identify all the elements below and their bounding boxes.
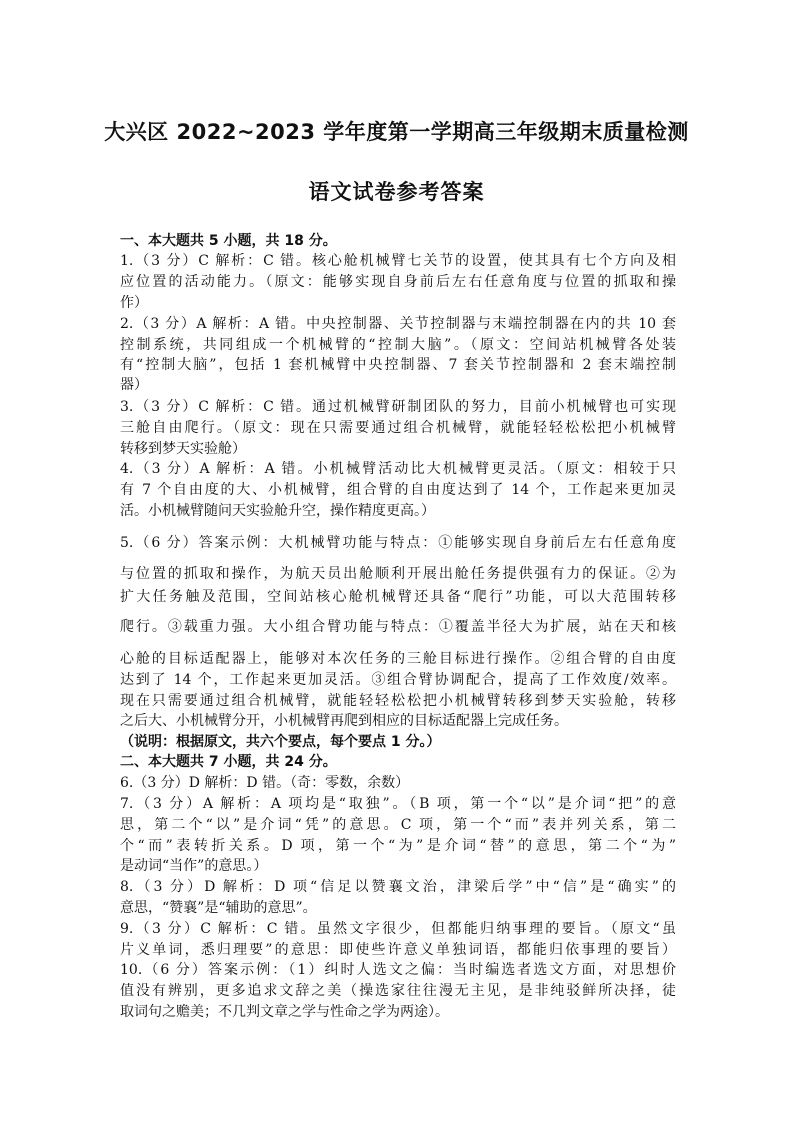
answer-line: 器） [120,377,148,393]
answer-line: 4.（3 分）A 解析：A 错。小机械臂活动比大机械臂更灵活。（原文：相较于只 [120,461,676,477]
answer-line: 6.（3 分）D 解析：D 错。（奇：零数，余数） [120,775,410,791]
answer-line: 思，第二个“以”是介词“凭”的意思。C 项，第一个“而”表并列关系，第二 [120,817,676,833]
scoring-note: （说明：根据原文，共六个要点，每个要点 1 分。） [120,734,441,750]
answer-line: 5.（6 分）答案示例：大机械臂功能与特点：①能够实现自身前后左右任意角度 [120,535,676,551]
answer-line: 3.（3 分）C 解析：C 错。通过机械臂研制团队的努力，目前小机械臂也可实现 [120,399,676,415]
answer-line: 与位置的抓取和操作，为航天员出舱顺利开展出舱任务提供强有力的保证。②为 [120,566,676,582]
answer-line: 有 7 个自由度的大、小机械臂，组合臂的自由度达到了 14 个，工作起来更加灵 [120,482,676,498]
answer-line: 达到了 14 个，工作起来更加灵活。③组合臂协调配合，提高了工作效度/效率。 [120,672,676,688]
answer-line: 是动词“当作”的意思。） [120,858,268,874]
answer-line: 三舱自由爬行。（原文：现在只需要通过组合机械臂，就能轻轻松松把小机械臂 [120,420,676,436]
answer-line: 扩大任务触及范围，空间站核心舱机械臂还具备“爬行”功能，可以大范围转移 [120,589,676,605]
answer-line: 值没有辨别，更多追求文辞之美（操选家往往漫无主见，是非纯驳鲜所决择，徒 [120,983,676,999]
answer-line: 8.（3 分）D 解析：D 项“信足以赞襄文治，津梁后学”中“信”是“确实”的 [120,879,676,895]
answer-line: 2.（3 分）A 解析：A 错。中央控制器、关节控制器与末端控制器在内的共 10 套 [120,316,676,332]
answer-line: 现在只需要通过组合机械臂，就能轻轻松松把小机械臂转移到梦天实验舱，转移 [120,693,676,709]
answer-line: 控制系统，共同组成一个机械臂的“控制大脑”。（原文：空间站机械臂各处装 [120,337,676,353]
answer-line: 个“而”表转折关系。D 项，第一个“为”是介词“替”的意思，第二个“为” [120,838,676,854]
section-heading-2: 二、本大题共 7 小题，共 24 分。 [120,754,337,770]
section-heading-1: 一、本大题共 5 小题，共 18 分。 [120,233,337,249]
answer-line: 之后大、小机械臂分开，小机械臂再爬到相应的目标适配器上完成任务。 [120,713,568,729]
answer-line: 意思，“赞襄”是“辅助的意思”。 [120,900,317,916]
answer-line: 10.（6 分）答案示例：（1）纠时人选文之偏：当时编选者选文方面，对思想价 [120,962,676,978]
answer-line: 心舱的目标适配器上，能够对本次任务的三舱目标进行操作。②组合臂的自由度 [120,651,676,667]
document-subtitle: 语文试卷参考答案 [308,180,485,204]
answer-line: 1.（3 分）C 解析：C 错。核心舱机械臂七关节的设置，使其具有七个方向及相 [120,253,676,269]
answer-line: 片义单词，悉归理要”的意思：即使些许意义单独词语，都能归依事理的要旨） [120,942,676,958]
answer-line: 应位置的活动能力。（原文：能够实现自身前后左右任意角度与位置的抓取和操 [120,274,676,290]
answer-line: 作） [120,295,148,311]
answer-line: 取词句之赡美；不几判文章之学与性命之学为两途）。 [120,1004,449,1020]
document-title: 大兴区 2022~2023 学年度第一学期高三年级期末质量检测 [104,120,689,144]
answer-line: 活。小机械臂随问天实验舱升空，操作精度更高。） [120,503,435,519]
answer-line: 有“控制大脑”，包括 1 套机械臂中央控制器、7 套关节控制器和 2 套末端控制 [120,357,676,373]
answer-line: 9.（3 分）C 解析：C 错。虽然文字很少，但都能归纳事理的要旨。（原文“虽 [120,921,676,937]
answer-line: 转移到梦天实验舱） [120,441,246,457]
answer-line: 7.（3 分）A 解析：A 项均是“取独”。（B 项，第一个“以”是介词“把”的意 [120,796,676,812]
answer-line: 爬行。③载重力强。大小组合臂功能与特点：①覆盖半径大为扩展，站在天和核 [120,619,676,635]
